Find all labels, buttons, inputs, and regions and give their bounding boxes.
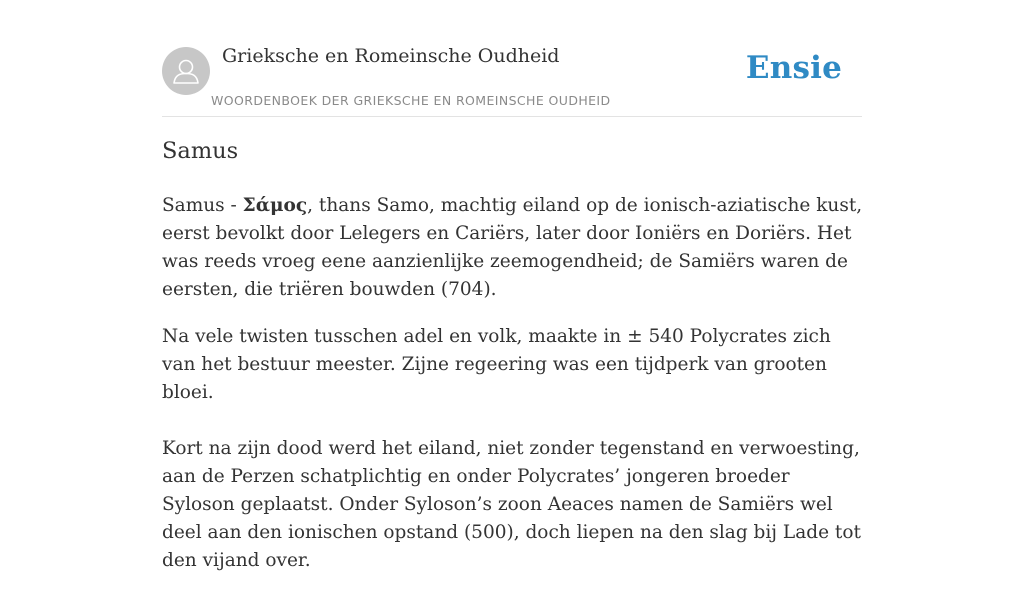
entry-title: Samus [162,138,239,164]
page-container [162,0,863,571]
entry-lead: Samus - [162,195,243,216]
greek-term: Σάμος [242,195,308,216]
brand-logo-link[interactable]: Ensie [745,50,842,86]
publication-header [162,0,862,117]
paragraph: Kort na zijn dood werd het eiland, niet zonder tegenstand en verwoesting, aan de Perzen schatplichtig en onder Polycrates’ jongeren broeder Syloson geplaatst. Onder Syloson’s zoon Aeaces namen de Samiërs wel deel aan den ionischen opstand (500), doch liepen na den slag bij Lade tot den vijand over. [162,438,861,571]
publication-title-link[interactable]: Grieksche en Romeinsche Oudheid [222,45,560,67]
publication-subtitle: WOORDENBOEK DER GRIEKSCHE EN ROMEINSCHE OUDHEID [211,93,611,108]
paragraph: Na vele twisten tusschen adel en volk, maakte in ± 540 Polycrates zich van het bestuur meester. Zijne regeering was een tijdperk van grooten bloei. [162,326,831,403]
avatar-graphic [162,47,210,95]
paragraph [162,192,867,304]
user-silhouette-icon[interactable] [162,47,210,95]
paragraph-text: , thans Samo, machtig eiland op de ionisch-aziatische kust, eerst bevolkt door Lelegers en Cariërs, later door Ioniërs en Doriërs. Het was reeds vroeg eene aanzienlijke zeemogendheid; de Samiërs waren de eersten, die triëren bouwden (704). [162,195,863,300]
entry-body [162,192,867,594]
